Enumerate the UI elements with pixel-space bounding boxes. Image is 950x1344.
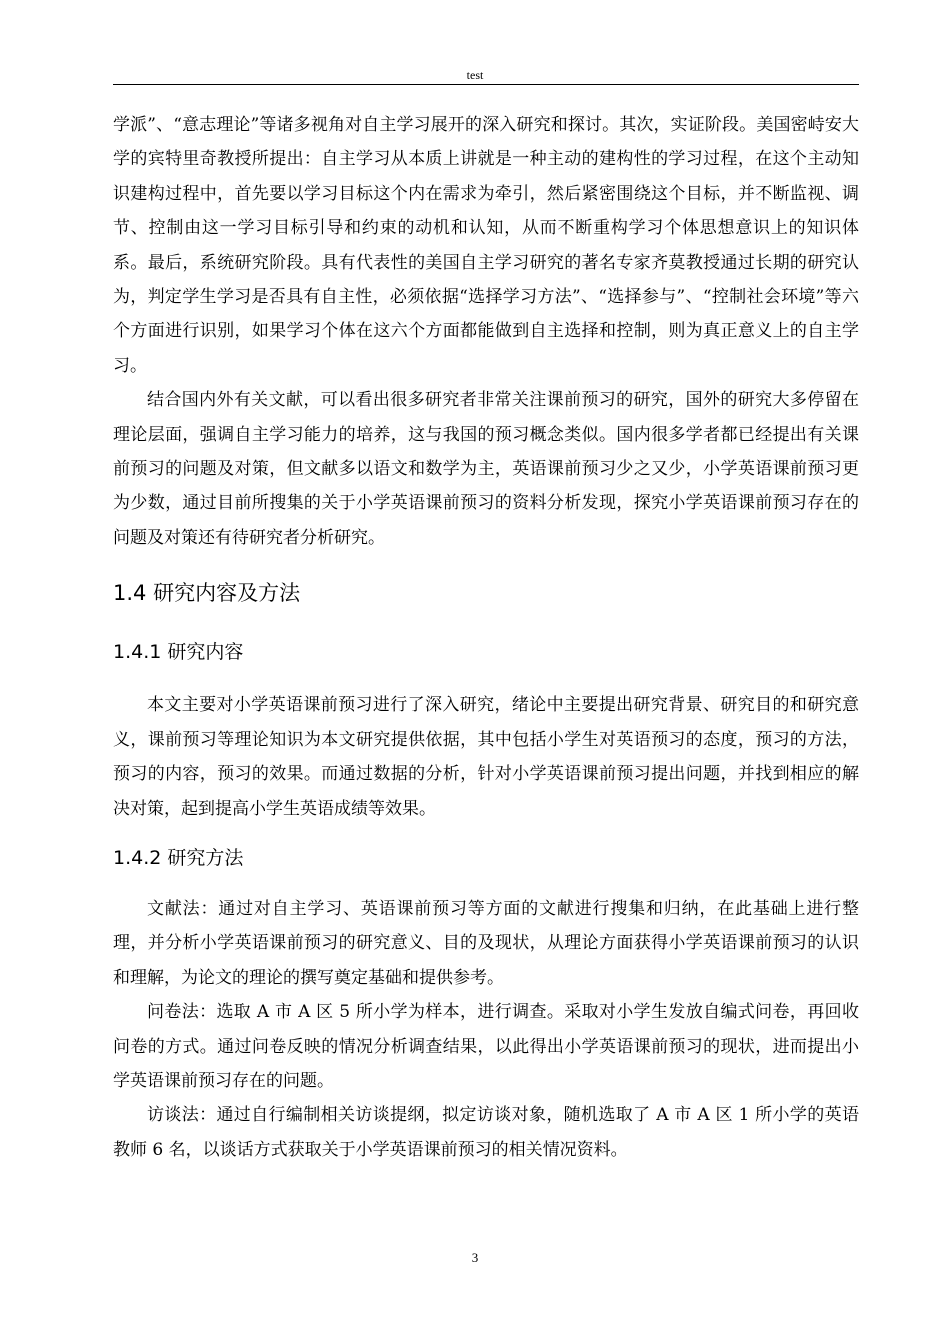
paragraph: 结合国内外有关文献，可以看出很多研究者非常关注课前预习的研究，国外的研究大多停留在理论层面，强调自主学习能力的培养，这与我国的预习概念类似。国内很多学者都已经提出有关课前预习的问题及对策，但文献多以语文和数学为主，英语课前预习少之又少，小学英语课前预习更为少数，通过目前所搜集的关于小学英语课前预习的资料分析发现，探究小学英语课前预习存在的问题及对策还有待研究者分析研究。 — [113, 390, 859, 548]
page-header: test — [466, 68, 484, 82]
paragraph: 访谈法：通过自行编制相关访谈提纲，拟定访谈对象，随机选取了 A 市 A 区 1 所小学的英语教师 6 名，以谈话方式获取关于小学英语课前预习的相关情况资料。 — [113, 1105, 859, 1160]
paragraph: 文献法：通过对自主学习、英语课前预习等方面的文献进行搜集和归纳，在此基础上进行整理，并分析小学英语课前预习的研究意义、目的及现状，从理论方面获得小学英语课前预习的认识和理解，为论文的理论的撰写奠定基础和提供参考。 — [113, 898, 859, 988]
section-heading-1-4-2: 1.4.2 研究方法 — [113, 846, 244, 869]
paragraph: 本文主要对小学英语课前预习进行了深入研究，绪论中主要提出研究背景、研究目的和研究意义，课前预习等理论知识为本文研究提供依据，其中包括小学生对英语预习的态度，预习的方法，预习的内容，预习的效果。而通过数据的分析，针对小学英语课前预习提出问题，并找到相应的解决对策，起到提高小学生英语成绩等效果。 — [113, 695, 859, 819]
page-body — [113, 108, 859, 1167]
header-rule — [113, 84, 859, 85]
paragraph: 问卷法：选取 A 市 A 区 5 所小学为样本，进行调查。采取对小学生发放自编式问卷，再回收问卷的方式。通过问卷反映的情况分析调查结果，以此得出小学英语课前预习的现状，进而提出小学英语课前预习存在的问题。 — [113, 1002, 859, 1091]
paragraph: 学派”、“意志理论”等诸多视角对自主学习展开的深入研究和探讨。其次，实证阶段。美国密峙安大学的宾特里奇教授所提出：自主学习从本质上讲就是一种主动的建构性的学习过程，在这个主动知识建构过程中，首先要以学习目标这个内在需求为牵引，然后紧密围绕这个目标，并不断监视、调节、控制由这一学习目标引导和约束的动机和认知，从而不断重构学习个体思想意识上的知识体系。最后，系统研究阶段。具有代表性的美国自主学习研究的著名专家齐莫教授通过长期的研究认为，判定学生学习是否具有自主性，必须依据“选择学习方法”、“选择参与”、“控制社会环境”等六个方面进行识别，如果学习个体在这六个方面都能做到自主选择和控制，则为真正意义上的自主学习。 — [113, 115, 859, 376]
section-heading-1-4: 1.4 研究内容及方法 — [113, 581, 301, 606]
section-heading-1-4-1: 1.4.1 研究内容 — [113, 641, 244, 664]
page-number: 3 — [471, 1250, 479, 1265]
